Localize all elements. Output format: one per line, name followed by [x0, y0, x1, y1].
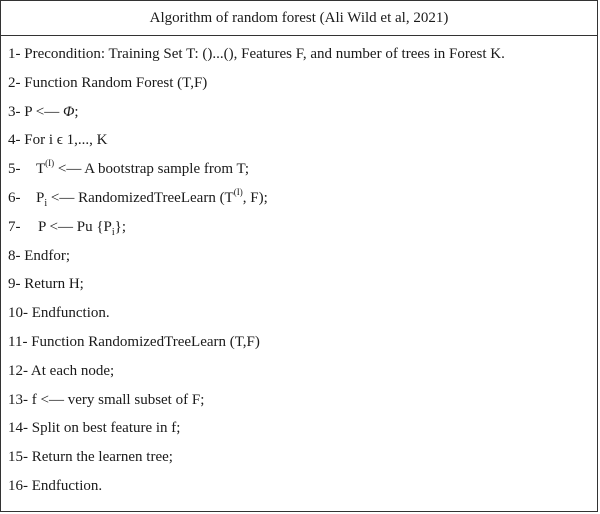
step-15 — [1, 448, 597, 477]
step-3-prefix: 3- P <— — [8, 103, 63, 120]
step-5-text — [36, 160, 249, 178]
step-2 — [1, 74, 597, 103]
step-6-subscript: i — [44, 197, 48, 209]
step-10-text: 10- Endfunction. — [8, 305, 110, 322]
step-6-text — [36, 186, 268, 209]
empty-set-symbol: Φ — [63, 103, 75, 120]
step-5 — [1, 160, 597, 189]
step-16-text: 16- Endfuction. — [8, 477, 103, 494]
step-3 — [1, 103, 597, 132]
step-7-subscript: i — [111, 226, 115, 238]
table-title — [1, 1, 597, 36]
step-1 — [1, 45, 597, 74]
step-7-text — [38, 218, 126, 236]
step-9 — [1, 275, 597, 304]
step-3-suffix: ; — [74, 103, 79, 120]
step-6 — [1, 186, 597, 218]
step-6-number: 6- — [8, 189, 21, 206]
step-6-P: P — [36, 189, 45, 206]
step-15-text: 15- Return the learnen tree; — [8, 449, 173, 466]
step-4 — [1, 131, 597, 160]
step-2-text: 2- Function Random Forest (T,F) — [8, 74, 208, 91]
step-11-text: 11- Function RandomizedTreeLearn (T,F) — [8, 333, 260, 350]
step-4-text: 4- For i ϵ 1,..., K — [8, 132, 108, 149]
step-13 — [1, 391, 597, 420]
step-12-text: 12- At each node; — [8, 362, 115, 379]
step-5-rest: <— A bootstrap sample from T; — [54, 161, 250, 178]
step-5-number: 5- — [8, 161, 21, 178]
step-5-superscript: (I) — [45, 158, 55, 169]
algorithm-title: Algorithm of random forest (Ali Wild et al, 2021) — [149, 9, 449, 26]
step-12 — [1, 362, 597, 391]
step-6-superscript: (I) — [233, 186, 243, 197]
step-14-text: 14- Split on best feature in f; — [8, 420, 181, 437]
algorithm-steps — [1, 36, 597, 506]
step-1-text: 1- Precondition: Training Set T: ()...(), Features F, and number of trees in Forest K. — [8, 46, 505, 62]
step-8 — [1, 247, 597, 276]
step-6-mid: <— RandomizedTreeLearn (T — [47, 189, 234, 206]
step-14 — [1, 419, 597, 448]
step-3-text — [8, 103, 79, 121]
step-7-end: }; — [114, 218, 127, 235]
step-13-text: 13- f <— very small subset of F; — [8, 391, 205, 408]
step-7 — [1, 218, 597, 247]
step-7-number: 7- — [8, 218, 21, 235]
step-5-T: T — [36, 161, 46, 178]
step-16 — [1, 477, 597, 506]
step-8-text: 8- Endfor; — [8, 247, 71, 264]
step-11 — [1, 333, 597, 362]
step-10 — [1, 304, 597, 333]
step-9-text: 9- Return H; — [8, 276, 84, 293]
step-7-main: P <— Pu {P — [38, 218, 112, 235]
step-6-end: , F); — [242, 189, 268, 206]
